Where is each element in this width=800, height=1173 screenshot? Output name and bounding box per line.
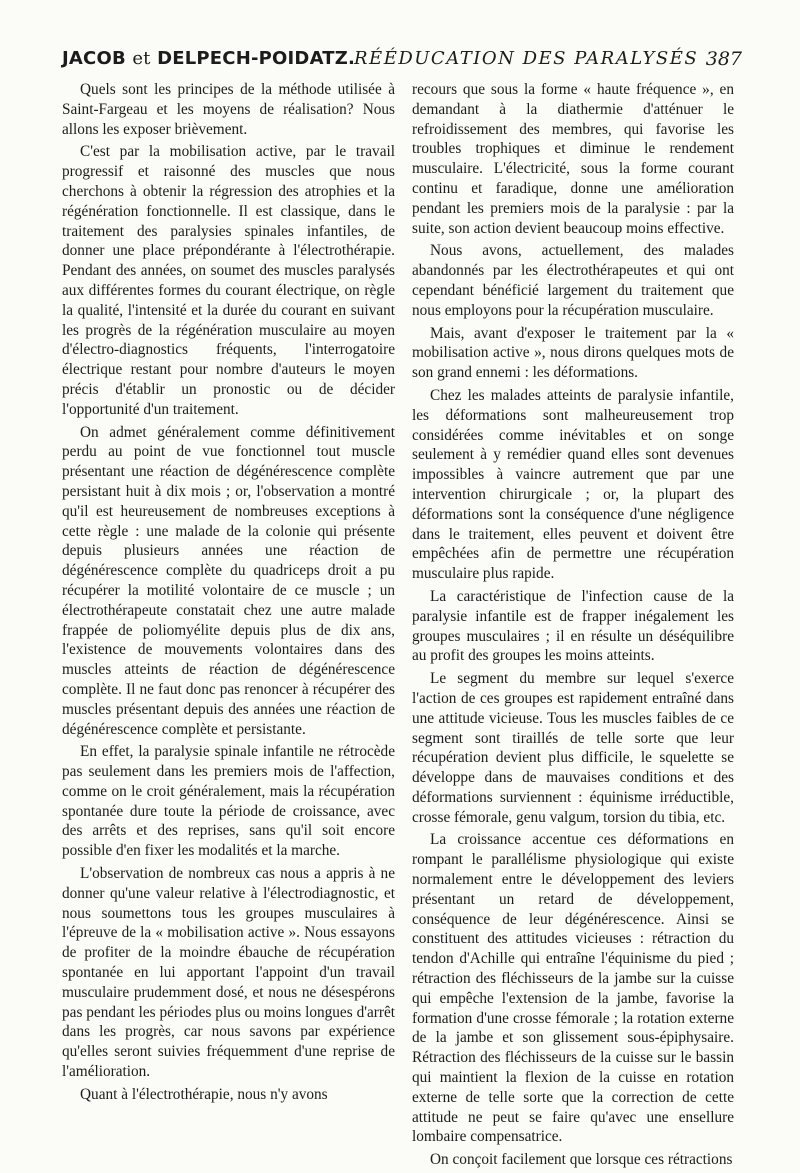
header-author-jacob: JACOB xyxy=(62,48,126,69)
paragraph: Quant à l'électrothérapie, nous n'y avons xyxy=(80,1085,328,1103)
paragraph: C'est par la mobilisation active, par le travail progressif et raisonné des muscles que nous cherchons à obtenir la régression des atrophies et la régénération fonctionnelle. Il est classique, dans le traitement des paralysies spinales infantiles, de donner une place prépondérante à l'électrothérapie. Pendant des années, on soumet des muscles paralysés aux différentes formes du courant électrique, on règle la qualité, l'intensité et la durée du courant en suivant les progrès de la régénération musculaire au moyen d'électro-diagnostics fréquents, l'interrogatoire électrique restant pour nombre d'auteurs le moyen précis d'établir un pronostic ou de décider l'opportunité d'un traitement. xyxy=(62,143,395,418)
header-et: et xyxy=(132,48,151,69)
header-author-delpech: DELPECH-POIDATZ. xyxy=(157,48,356,69)
paragraph: On conçoit facilement que lorsque ces rétractions xyxy=(430,1151,733,1169)
paragraph: La croissance accentue ces déformations en rompant le parallélisme physiologique qui existe normalement entre le développement des leviers présentant un retard de développement, conséquence de leur dégénérescence. Ainsi se constituent des attitudes vicieuses : rétraction du tendon d'Achille qui entraîne l'équinisme du pied ; rétraction des fléchisseurs de la jambe sur la cuisse qui empêche l'extension de la jambe, favorise la formation d'une crosse fémorale ; la rotation externe de la jambe et son glissement sous-épiphysaire. Rétraction des fléchisseurs de la cuisse sur le bassin qui maintient la flexion de la cuisse en rotation externe de telle sorte que la correction de cette attitude ne peut se faire qu'avec une ensellure lombaire compensatrice. xyxy=(412,831,734,1146)
paragraph-continued: recours que sous la forme « haute fréquence », en demandant à la diathermie d'atténuer le refroidissement des membres, qui favorise les troubles trophiques et diminue le rendement musculaire. L'électricité, sous la forme courant continu et faradique, donne une amélioration pendant les premiers mois de la paralysie : par la suite, son action devient beaucoup moins effective. xyxy=(412,81,734,237)
paragraph: On admet généralement comme définitivement perdu au point de vue fonctionnel tout muscle présentant une réaction de dégénérescence complète persistant huit à dix mois ; or, l'observation a montré qu'il est heureusement de nombreuses exceptions à cette règle : une malade de la colonie qui présente depuis plusieurs années une réaction de dégénérescence complète du quadriceps droit a pu récupérer la motilité volontaire de ce muscle ; un électrothérapeute constatait chez une autre malade frappée de poliomyélite depuis plus de dix ans, l'existence de mouvements volontaires dans des muscles atteints de réaction de dégénérescence complète. Il ne faut donc pas renoncer à récupérer des muscles présentant depuis des années une réaction de dégénérescence complète et persistante. xyxy=(62,423,395,738)
paragraph: Chez les malades atteints de paralysie infantile, les déformations sont malheureusement trop considérées comme inévitables et on songe seulement à y remédier quand elles sont devenues impossibles à vaincre autrement que par une intervention chirurgicale ; or, la plupart des déformations sont la conséquence d'une négligence dans le traitement, elles peuvent et doivent être empêchées afin de permettre une récupération musculaire plus rapide. xyxy=(412,386,734,583)
page-number: 387 xyxy=(705,48,742,70)
paragraph: En effet, la paralysie spinale infantile ne rétrocède pas seulement dans les premiers mois de l'affection, comme on le croit généralement, mais la récupération spontanée dure toute la période de croissance, avec des arrêts et des reprises, sans qu'il soit encore possible d'en fixer les modalités et la marche. xyxy=(62,743,395,860)
running-header xyxy=(62,48,742,78)
paragraph: Quels sont les principes de la méthode utilisée à Saint-Fargeau et les moyens de réalisation? Nous allons les exposer brièvement. xyxy=(62,81,395,138)
paragraph: L'observation de nombreux cas nous a appris à ne donner qu'une valeur relative à l'électrodiagnostic, et nous soumettons tous les groupes musculaires à l'épreuve de la « mobilisation active ». Nous essayons de profiter de la moindre ébauche de récupération spontanée en lui apportant l'appoint d'un travail musculaire prudemment dosé, et nous ne désespérons pas pendant les périodes plus ou moins longues d'arrêt dans les progrès, car nous savons par expérience qu'elles seront suivies fréquemment d'une reprise de l'amélioration. xyxy=(62,865,395,1081)
left-column xyxy=(62,80,395,1108)
header-authors xyxy=(62,48,355,69)
paragraph: La caractéristique de l'infection cause de la paralysie infantile est de frapper inégalement les groupes musculaires ; il en résulte un déséquilibre au profit des groupes les moins atteints. xyxy=(412,587,734,665)
right-column xyxy=(412,80,734,1173)
paragraph: Nous avons, actuellement, des malades abandonnés par les électrothérapeutes et qui ont cependant bénéficié largement du traitement que nous employons pour la récupération musculaire. xyxy=(412,242,734,319)
paragraph: Mais, avant d'exposer le traitement par la « mobilisation active », nous dirons quelques mots de son grand ennemi : les déformations. xyxy=(412,324,734,382)
header-title: RÉÉDUCATION DES PARALYSÉS xyxy=(354,48,699,69)
paragraph: Le segment du membre sur lequel s'exerce l'action de ces groupes est rapidement entraîné dans une attitude vicieuse. Tous les muscles faibles de ce segment sont tiraillés de telle sorte que leur récupération devient plus difficile, le squelette se développe dans de mauvaises conditions et des déformations surviennent : équinisme irréductible, crosse fémorale, genu valgum, torsion du tibia, etc. xyxy=(412,670,734,826)
